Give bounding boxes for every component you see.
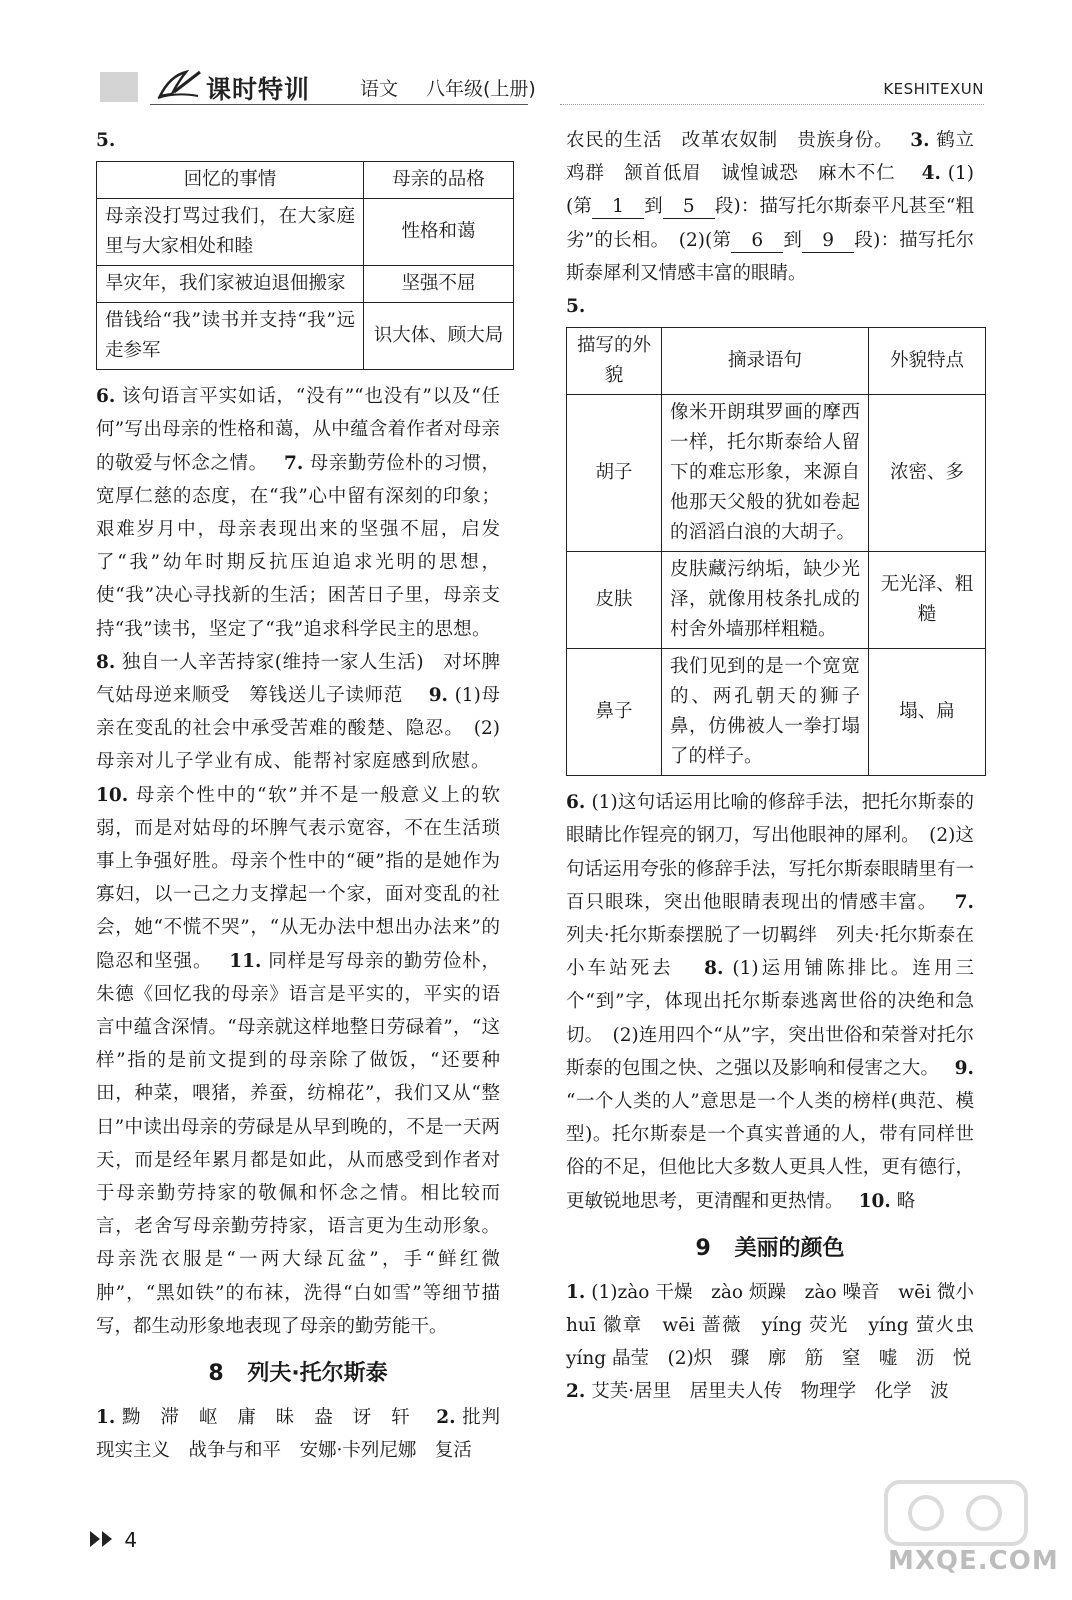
question-number: 10.	[96, 784, 129, 806]
answer-text: 段)：描写托尔斯泰平凡甚至“粗劣”的长相。 (2)(第	[566, 196, 974, 251]
answer-paragraph	[566, 1375, 974, 1408]
header-rule-dotted	[560, 104, 984, 105]
table-cell: 胡子	[567, 395, 662, 552]
answer-text: 农民的生活 改革农奴制 贵族身份。	[566, 130, 885, 151]
fill-blank: 5	[663, 196, 715, 219]
answer-text: 段)：描写托尔斯泰犀利又情感丰富的眼睛。	[566, 229, 974, 284]
section-number: 8	[208, 1361, 224, 1387]
table-header-row	[97, 162, 514, 199]
question-number: 8.	[96, 651, 116, 673]
table-row	[97, 199, 514, 266]
page-header	[0, 0, 1072, 110]
table-cell: 借钱给“我”读书并支持“我”远走参军	[97, 303, 364, 370]
answer-text: 到	[783, 229, 803, 251]
answer-text: 到	[644, 196, 663, 218]
double-chevron-icon	[88, 1529, 118, 1549]
answer-text: 艾芙·居里 居里夫人传 物理学 化学 波	[591, 1381, 949, 1403]
subject-label: 语文	[360, 78, 399, 100]
table-cell: 塌、扁	[869, 649, 986, 776]
grade-label: 八年级(上册)	[426, 78, 536, 100]
watermark-text: MXQE.COM	[888, 1546, 1059, 1576]
answer-paragraph	[96, 1401, 500, 1467]
question-number: 6.	[96, 386, 116, 408]
answer-text: 略	[896, 1190, 916, 1212]
table-cell: 母亲没打骂过我们，在大家庭里与大家相处和睦	[97, 199, 364, 266]
question-number: 5.	[96, 130, 116, 151]
table-row	[567, 649, 986, 776]
answer-text: 同样是写母亲的勤劳俭朴，朱德《回忆我的母亲》语言是平实的，平实的语言中蕴含深情。“母亲就这样地整日劳碌着”，“这样”指的是前文提到的母亲除了做饭，“还要种田，种菜，喂猪，养蚕，纺棉花”，我们又从“整日”中读出母亲的劳碌是从早到晚的，不是一天两天，而是经年累月都是如此，从而感受到作者对于母亲勤劳持家的敬佩和怀念之情。相比较而言，老舍写母亲勤劳持家，语言更为生动形象。母亲洗衣服是“一两大绿瓦盆”，手“鲜红微肿”，“黑如铁”的布袜，洗得“白如雪”等细节描写，都生动形象地表现了母亲的勤劳能干。	[96, 950, 500, 1337]
section-name: 美丽的颜色	[734, 1235, 845, 1261]
header-gray-block	[100, 72, 138, 102]
table-cell: 识大体、顾大局	[364, 303, 514, 370]
table-cell: 浓密、多	[869, 395, 986, 552]
question-number: 5.	[566, 296, 586, 318]
table-cell: 像米开朗琪罗画的摩西一样，托尔斯泰给人留下的难忘形象，来源自他那天父般的犹如卷起的滔滔白浪的大胡子。	[662, 395, 869, 552]
answer-text: (1)(第	[566, 163, 974, 218]
pen-logo-icon	[156, 66, 204, 102]
answer-paragraph	[566, 1276, 993, 1376]
question-number: 2.	[566, 1381, 586, 1403]
question-number: 9.	[954, 1057, 974, 1079]
table-cell: 旱灾年，我们家被迫退佃搬家	[97, 266, 364, 303]
section-number: 9	[695, 1235, 711, 1261]
page-number	[88, 1528, 137, 1552]
table-header-cell: 描写的外貌	[567, 328, 662, 395]
answer-text: 母亲个性中的“软”并不是一般意义上的软弱，而是对姑母的坏脾气表示宽容，不在生活琐事上争强好胜。母亲个性中的“硬”指的是她作为寡妇，以一己之力支撑起一个家，面对变乱的社会，她“不慌不哭”，“从无办法中想出办法来”的隐忍和坚强。	[96, 784, 500, 972]
brand-title: 课时特训	[206, 75, 311, 104]
right-column	[566, 124, 993, 1409]
answer-paragraph	[96, 380, 500, 1343]
table-cell: 皮肤藏污纳垢，缺少光泽，就像用枝条扎成的村舍外墙那样粗糙。	[662, 552, 869, 649]
answer-text: (1)zào 干燥 zào 烦躁 zào 噪音 wēi 微小 huī 徽章 wēi 蔷薇 yíng 荧光 yíng 萤火虫 yíng 晶莹 (2)炽 骤 廓 筋 窒 嘘 沥 悦	[566, 1281, 993, 1370]
section-name: 列夫·托尔斯泰	[247, 1361, 388, 1387]
question-number: 9.	[428, 685, 449, 707]
answer-text: “一个人类的人”意思是一个人类的榜样(典范、模型)。托尔斯泰是一个真实普通的人，带有同样世俗的不足，但他比大多数人更具人性，更有德行，更敏锐地思考，更清醒和更热情。	[566, 1091, 974, 1212]
mother-traits-table	[96, 161, 514, 370]
answer-text: (1)运用铺陈排比。连用三个“到”字，体现出托尔斯泰逃离世俗的决绝和急切。 (2)连用四个“从”字，突出世俗和荣誉对托尔斯泰的包围之快、之强以及影响和侵害之大。	[566, 958, 974, 1079]
section-title	[96, 1359, 500, 1389]
question-number: 8.	[704, 958, 724, 980]
table-cell: 坚强不屈	[364, 266, 514, 303]
answer-text: 母亲勤劳俭朴的习惯，宽厚仁慈的态度，在“我”心中留有深刻的印象；艰难岁月中，母亲表现出来的坚强不屈，启发了“我”幼年时期反抗压迫追求光明的思想，使“我”决心寻找新的生活；困苦日子里，母亲支持“我”读书，坚定了“我”追求科学民主的思想。	[96, 452, 500, 640]
table-row	[97, 266, 514, 303]
question-number: 1.	[96, 1407, 116, 1429]
question-number: 3.	[910, 130, 930, 151]
question-number: 7.	[284, 452, 304, 474]
page-number-text: 4	[124, 1528, 138, 1552]
fill-blank: 9	[802, 230, 854, 253]
table-header-cell: 母亲的品格	[364, 162, 514, 199]
appearance-table	[566, 327, 986, 776]
table-header-cell: 摘录语句	[662, 328, 869, 395]
question-number: 1.	[566, 1281, 586, 1303]
header-rule	[150, 104, 528, 105]
table-row	[97, 303, 514, 370]
answer-text: 黝 滞 岖 庸 昧 盎 讶 轩	[121, 1407, 411, 1429]
table-cell: 我们见到的是一个宽宽的、两孔朝天的狮子鼻，仿佛被人一拳打塌了的样子。	[662, 649, 869, 776]
question-number: 2.	[436, 1407, 456, 1429]
section-title	[566, 1234, 974, 1264]
question-number: 11.	[229, 950, 262, 972]
answer-text: (1)这句话运用比喻的修辞手法，把托尔斯泰的眼睛比作锃亮的钢刀，写出他眼神的犀利。 (2)这句话运用夸张的修辞手法，写托尔斯泰眼睛里有一百只眼珠，突出他眼睛表现出的情感丰富。	[566, 792, 974, 913]
answer-text: 鹤立鸡群 颔首低眉 诚惶诚恐 麻木不仁	[566, 130, 974, 185]
fill-blank: 1	[592, 196, 644, 219]
question-number: 6.	[566, 792, 586, 814]
table-header-row	[567, 328, 986, 395]
answer-text: 独自一人辛苦持家(维持一家人生活) 对坏脾气姑母逆来顺受 筹钱送儿子读师范	[96, 651, 500, 707]
table-header-cell: 回忆的事情	[97, 162, 364, 199]
answer-text: 列夫·托尔斯泰摆脱了一切羁绊 列夫·托尔斯泰在小车站死去	[566, 925, 974, 980]
question-number: 7.	[954, 891, 974, 913]
table-cell: 皮肤	[567, 552, 662, 649]
answer-paragraph	[566, 786, 974, 1218]
table-row	[567, 395, 986, 552]
fill-blank: 6	[731, 230, 783, 253]
answer-text: (1)母亲在变乱的社会中承受苦难的酸楚、隐忍。 (2)母亲对儿子学业有成、能帮衬家庭感到欣慰。	[96, 685, 500, 773]
question-number: 10.	[858, 1190, 891, 1212]
answer-text: 该句语言平实如话，“没有”“也没有”以及“任何”写出母亲的性格和蔼，从中蕴含着作者对母亲的敬爱与怀念之情。	[96, 386, 500, 474]
table-cell: 无光泽、粗糙	[869, 552, 986, 649]
answer-text: 批判现实主义 战争与和平 安娜·卡列尼娜 复活	[96, 1407, 500, 1462]
brand-latin: KESHITEXUN	[883, 80, 984, 98]
table-row	[567, 552, 986, 649]
table-cell: 性格和蔼	[364, 199, 514, 266]
answer-paragraph	[566, 124, 974, 290]
table-header-cell: 外貌特点	[869, 328, 986, 395]
question-number: 4.	[921, 163, 941, 185]
left-column	[96, 124, 504, 1468]
table-cell: 鼻子	[567, 649, 662, 776]
